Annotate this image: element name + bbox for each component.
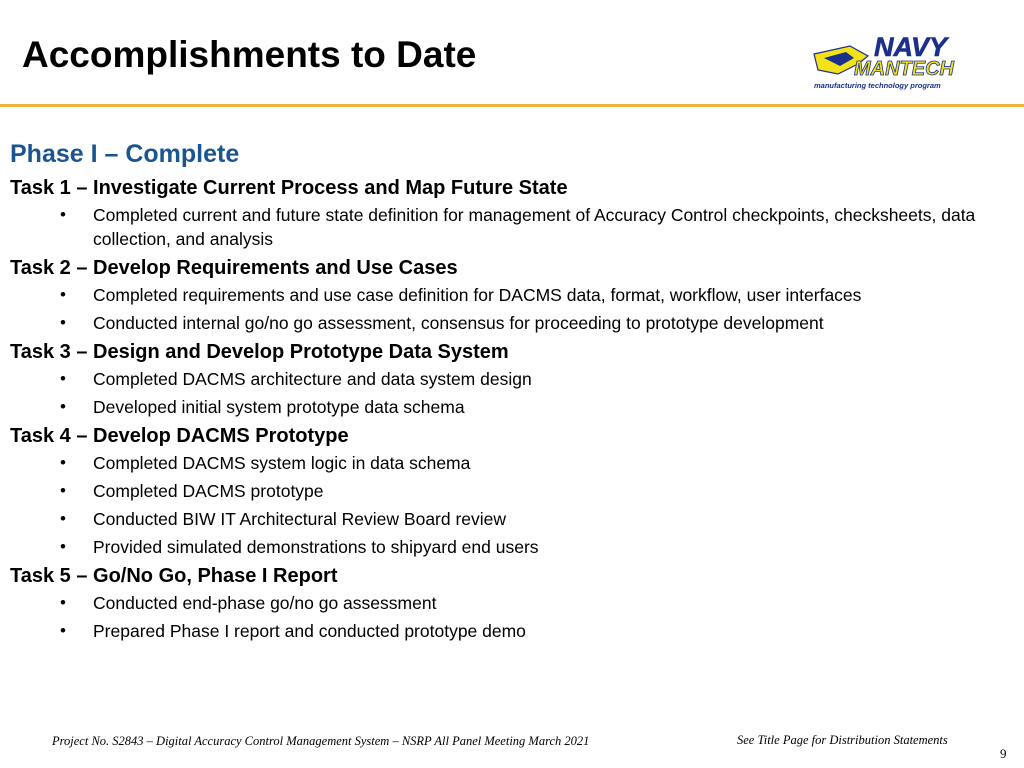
task-heading: Task 2 – Develop Requirements and Use Cases [10, 257, 458, 279]
task-block [10, 563, 1010, 643]
task-bullet-list [10, 283, 1010, 335]
slide-title: Accomplishments to Date [22, 34, 477, 75]
bullet-text: Completed DACMS system logic in data schema [93, 453, 471, 473]
bullet-icon: • [60, 313, 66, 332]
bullet-text: Completed DACMS prototype [93, 481, 324, 501]
task-heading: Task 4 – Develop DACMS Prototype [10, 425, 349, 447]
bullet-text: Provided simulated demonstrations to shipyard end users [93, 537, 539, 557]
bullet-item [10, 451, 1010, 475]
slide-body [10, 139, 1010, 647]
bullet-icon: • [60, 453, 66, 472]
task-block [10, 339, 1010, 419]
bullet-item [10, 507, 1010, 531]
title-divider [0, 104, 1024, 107]
bullet-item [10, 591, 1010, 615]
task-heading: Task 5 – Go/No Go, Phase I Report [10, 565, 338, 587]
bullet-icon: • [60, 509, 66, 528]
bullet-text: Completed DACMS architecture and data system design [93, 369, 532, 389]
footer-project-info: Project No. S2843 – Digital Accuracy Control Management System – NSRP All Panel Meeting March 2021 [52, 734, 590, 748]
task-heading: Task 3 – Design and Develop Prototype Data System [10, 341, 509, 363]
bullet-item [10, 283, 1010, 307]
task-block [10, 255, 1010, 335]
svg-text:MANTECH: MANTECH [854, 58, 954, 80]
bullet-text: Conducted internal go/no go assessment, consensus for proceeding to prototype development [93, 313, 824, 333]
bullet-text: Conducted BIW IT Architectural Review Board review [93, 509, 507, 529]
bullet-item [10, 479, 1010, 503]
task-heading: Task 1 – Investigate Current Process and Map Future State [10, 177, 568, 199]
bullet-item [10, 311, 1010, 335]
task-bullet-list [10, 451, 1010, 559]
bullet-text: Prepared Phase I report and conducted prototype demo [93, 621, 526, 641]
phase-heading: Phase I – Complete [10, 140, 240, 168]
bullet-text: Conducted end-phase go/no go assessment [93, 593, 437, 613]
bullet-icon: • [60, 621, 66, 640]
svg-text:manufacturing technology progr: manufacturing technology program [814, 81, 941, 90]
task-bullet-list [10, 203, 1010, 251]
task-bullet-list [10, 591, 1010, 643]
bullet-text: Completed requirements and use case definition for DACMS data, format, workflow, user interfaces [93, 285, 862, 305]
bullet-text: Developed initial system prototype data schema [93, 397, 465, 417]
bullet-icon: • [60, 593, 66, 612]
footer-distribution-note: See Title Page for Distribution Statements [737, 733, 948, 747]
bullet-text: Completed current and future state definition for management of Accuracy Control checkpoints, checksheets, data collection, and analysis [93, 205, 976, 249]
bullet-icon: • [60, 205, 66, 224]
bullet-item [10, 203, 1010, 251]
bullet-icon: • [60, 537, 66, 556]
bullet-item [10, 367, 1010, 391]
bullet-item [10, 535, 1010, 559]
bullet-item [10, 395, 1010, 419]
bullet-icon: • [60, 369, 66, 388]
task-list [10, 175, 1010, 643]
bullet-item [10, 619, 1010, 643]
task-block [10, 175, 1010, 251]
navy-mantech-logo [810, 30, 986, 94]
task-block [10, 423, 1010, 559]
bullet-icon: • [60, 481, 66, 500]
svg-text:NAVY: NAVY [874, 32, 948, 62]
bullet-icon: • [60, 397, 66, 416]
bullet-icon: • [60, 285, 66, 304]
page-number: 9 [1000, 746, 1007, 761]
task-bullet-list [10, 367, 1010, 419]
